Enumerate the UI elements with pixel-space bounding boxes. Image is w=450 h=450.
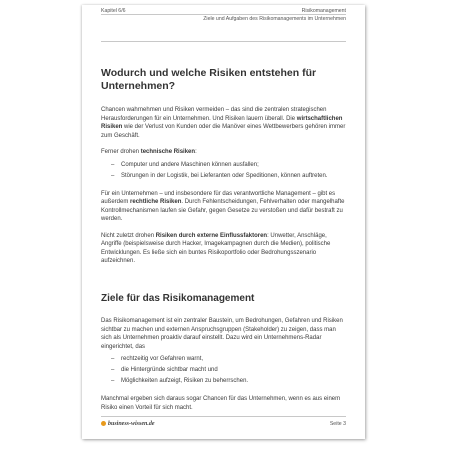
- section1-paragraph-2: Ferner drohen technische Risiken:: [101, 149, 197, 156]
- list-item: – Möglichkeiten aufzeigt, Risiken zu beherrschen.: [111, 378, 249, 385]
- section2-paragraph-2: Manchmal ergeben sich daraus sogar Chancen für das Unternehmen, wenn es aus einem Risiko einen Vorteil für sich macht.: [101, 396, 341, 411]
- document-page: [82, 5, 365, 439]
- header-subsection: Ziele und Aufgaben des Risikomanagements im Unternehmen: [203, 16, 346, 22]
- list-item: – Computer und andere Maschinen können ausfallen;: [111, 161, 259, 168]
- page-footer: [101, 416, 346, 431]
- page-header: [101, 5, 346, 42]
- header-chapter: Kapitel 6/6: [101, 8, 126, 14]
- technical-risks-list: [101, 160, 346, 182]
- header-section: Risikomanagement: [301, 8, 346, 14]
- radar-goals-list: [101, 354, 346, 387]
- list-item: – die Hintergründe sichtbar macht und: [111, 367, 218, 374]
- section1-paragraph-1: Chancen wahrnehmen und Risiken vermeiden – das sind die zentralen strategischen Herausforderungen für ein Unternehmen. Und Risiken lauern überall. Die wirtschaftlichen Risiken wie der Verlust von Kunden oder die Manöver eines Wettbewerbers gehören immer zum Geschäft.: [101, 107, 346, 139]
- section1-heading: Wodurch und welche Risiken entstehen für Unternehmen?: [101, 67, 317, 93]
- logo-dot-icon: [101, 421, 106, 426]
- section1-paragraph-4: Nicht zuletzt drohen Risiken durch externe Einflussfaktoren: Unwetter, Anschläge, Angriffe (beispielsweise durch Hacker, Imagekampagnen durch die Medien), politische Entwicklungen. Es ließe sich ein buntes Risikoportfolio oder Bedrohungsszenario aufzeichnen.: [101, 232, 331, 265]
- list-item: – Störungen in der Logistik, bei Lieferanten oder Speditionen, können auftreten.: [111, 172, 328, 179]
- section1-paragraph-3: Für ein Unternehmen – und insbesondere für das verantwortliche Management – gibt es außerdem rechtliche Risiken. Durch Fehlentscheidungen, Fehlverhalten oder mangelhafte Kontrollmechanismen laufen sie Gefahr, gegen Gesetze zu verstoßen und dafür bestraft zu werden.: [101, 190, 345, 223]
- page-number: Seite 3: [329, 421, 346, 427]
- list-item: – rechtzeitig vor Gefahren warnt,: [111, 356, 204, 363]
- section2-heading: Ziele für das Risikomanagement: [101, 292, 255, 304]
- section2-paragraph-1: Das Risikomanagement ist ein zentraler Baustein, um Bedrohungen, Gefahren und Risiken sichtbar zu machen und externen Anspruchsgruppen (Stakeholder) zu zeigen, dass man sich als Unternehmen proaktiv darauf einstellt. Dazu wird ein Unternehmens-Radar eingerichtet, das: [101, 318, 343, 350]
- business-wissen-logo: business-wissen.de: [101, 421, 155, 427]
- header-divider: [101, 14, 346, 15]
